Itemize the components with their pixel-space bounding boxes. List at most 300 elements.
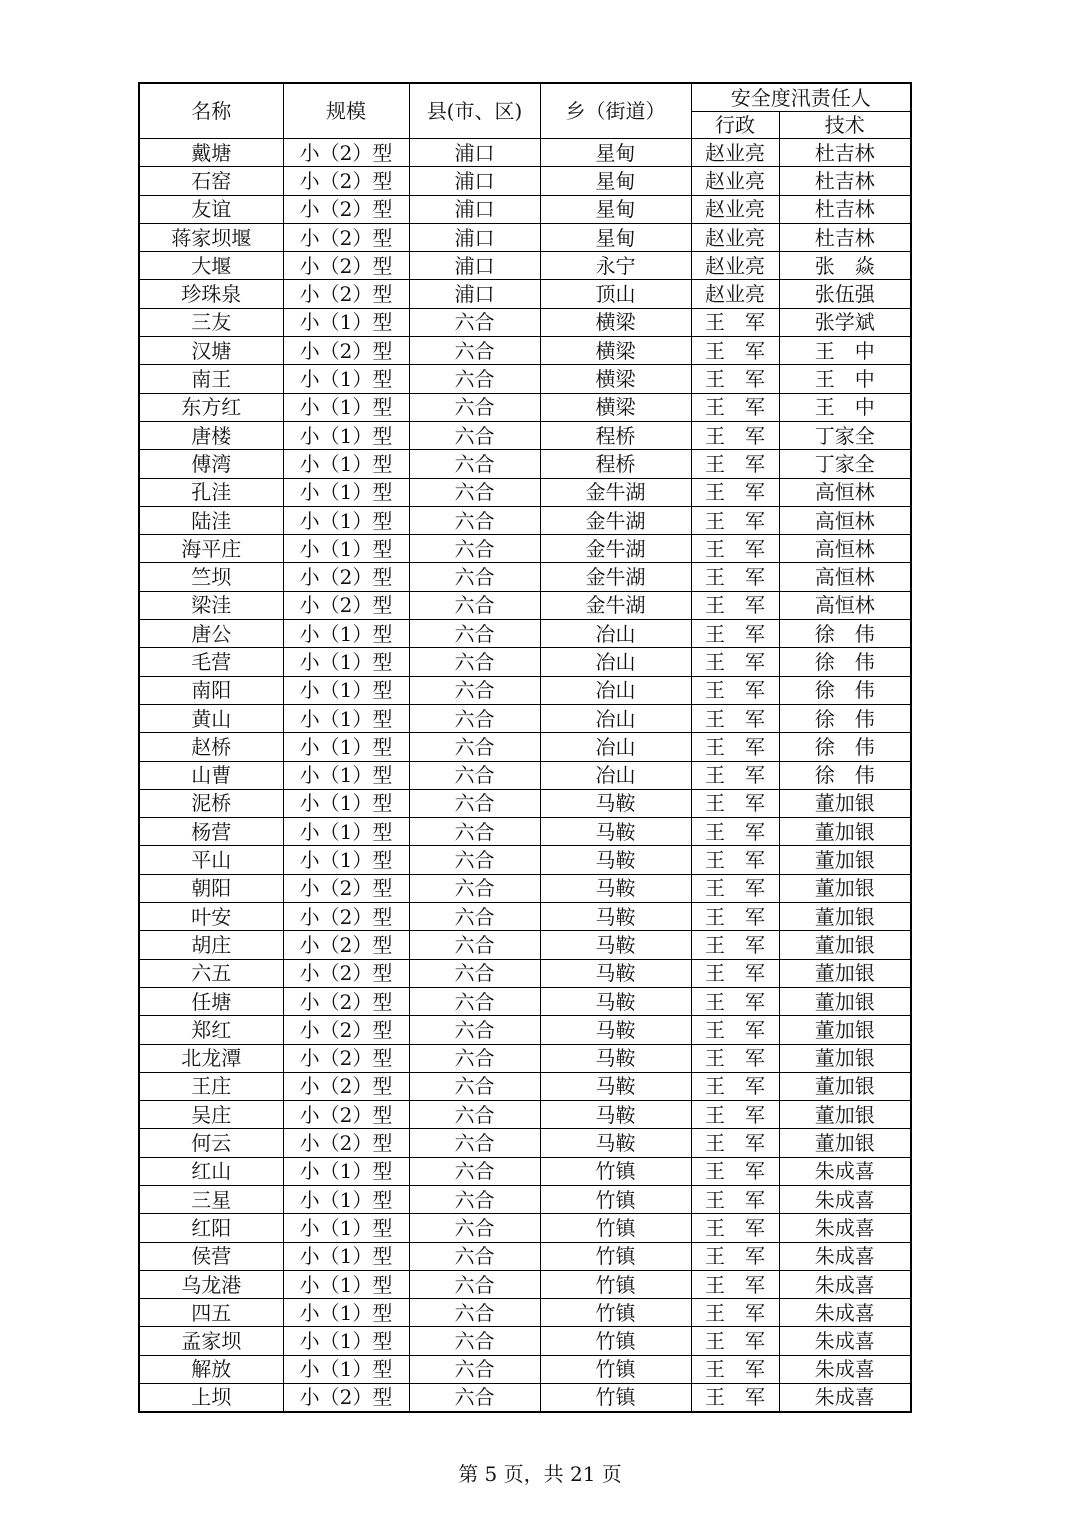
cell-scale: 小（1）型 bbox=[283, 365, 409, 393]
cell-tech: 徐 伟 bbox=[779, 676, 911, 704]
cell-scale: 小（1）型 bbox=[283, 1299, 409, 1327]
cell-township: 竹镇 bbox=[540, 1157, 691, 1185]
cell-name: 竺坝 bbox=[139, 563, 283, 591]
cell-township: 竹镇 bbox=[540, 1299, 691, 1327]
cell-tech: 朱成喜 bbox=[779, 1157, 911, 1185]
cell-county: 六合 bbox=[409, 478, 540, 506]
cell-tech: 朱成喜 bbox=[779, 1299, 911, 1327]
table-row bbox=[139, 1327, 911, 1355]
cell-county: 六合 bbox=[409, 733, 540, 761]
table-row bbox=[139, 761, 911, 789]
cell-name: 大堰 bbox=[139, 252, 283, 280]
cell-name: 吴庄 bbox=[139, 1101, 283, 1129]
table-row bbox=[139, 195, 911, 223]
cell-tech: 丁家全 bbox=[779, 421, 911, 449]
cell-name: 泥桥 bbox=[139, 789, 283, 817]
cell-tech: 董加银 bbox=[779, 1044, 911, 1072]
cell-county: 六合 bbox=[409, 337, 540, 365]
cell-admin: 赵业亮 bbox=[691, 223, 779, 251]
table-row bbox=[139, 789, 911, 817]
col-header-name: 名称 bbox=[139, 83, 283, 139]
cell-admin: 王 军 bbox=[691, 563, 779, 591]
cell-admin: 王 军 bbox=[691, 903, 779, 931]
cell-name: 海平庄 bbox=[139, 535, 283, 563]
cell-tech: 张学斌 bbox=[779, 308, 911, 336]
cell-tech: 董加银 bbox=[779, 846, 911, 874]
cell-admin: 王 军 bbox=[691, 1129, 779, 1157]
cell-admin: 王 军 bbox=[691, 704, 779, 732]
cell-admin: 王 军 bbox=[691, 959, 779, 987]
table-row bbox=[139, 1214, 911, 1242]
cell-tech: 高恒林 bbox=[779, 563, 911, 591]
cell-county: 六合 bbox=[409, 1129, 540, 1157]
cell-name: 任塘 bbox=[139, 987, 283, 1015]
cell-name: 陆洼 bbox=[139, 506, 283, 534]
cell-admin: 王 军 bbox=[691, 535, 779, 563]
cell-name: 南阳 bbox=[139, 676, 283, 704]
table-row bbox=[139, 1242, 911, 1270]
cell-township: 马鞍 bbox=[540, 931, 691, 959]
cell-admin: 王 军 bbox=[691, 1214, 779, 1242]
cell-scale: 小（2）型 bbox=[283, 987, 409, 1015]
cell-name: 叶安 bbox=[139, 903, 283, 931]
cell-scale: 小（1）型 bbox=[283, 421, 409, 449]
cell-county: 六合 bbox=[409, 959, 540, 987]
cell-scale: 小（2）型 bbox=[283, 280, 409, 308]
table-row bbox=[139, 676, 911, 704]
cell-admin: 王 军 bbox=[691, 308, 779, 336]
cell-name: 蒋家坝堰 bbox=[139, 223, 283, 251]
cell-admin: 王 军 bbox=[691, 1242, 779, 1270]
table-row bbox=[139, 563, 911, 591]
cell-township: 竹镇 bbox=[540, 1270, 691, 1298]
cell-admin: 王 军 bbox=[691, 1327, 779, 1355]
cell-scale: 小（1）型 bbox=[283, 450, 409, 478]
cell-admin: 王 军 bbox=[691, 1299, 779, 1327]
cell-township: 马鞍 bbox=[540, 818, 691, 846]
cell-name: 六五 bbox=[139, 959, 283, 987]
cell-township: 马鞍 bbox=[540, 903, 691, 931]
cell-admin: 王 军 bbox=[691, 1044, 779, 1072]
cell-name: 四五 bbox=[139, 1299, 283, 1327]
cell-tech: 朱成喜 bbox=[779, 1214, 911, 1242]
table-row bbox=[139, 478, 911, 506]
cell-tech: 徐 伟 bbox=[779, 733, 911, 761]
table-row bbox=[139, 733, 911, 761]
cell-scale: 小（2）型 bbox=[283, 139, 409, 167]
cell-admin: 王 军 bbox=[691, 676, 779, 704]
cell-name: 三友 bbox=[139, 308, 283, 336]
cell-township: 马鞍 bbox=[540, 846, 691, 874]
cell-admin: 王 军 bbox=[691, 1016, 779, 1044]
cell-scale: 小（1）型 bbox=[283, 535, 409, 563]
table-row bbox=[139, 393, 911, 421]
cell-name: 汉塘 bbox=[139, 337, 283, 365]
cell-admin: 王 军 bbox=[691, 987, 779, 1015]
cell-name: 郑红 bbox=[139, 1016, 283, 1044]
cell-county: 六合 bbox=[409, 1270, 540, 1298]
cell-county: 浦口 bbox=[409, 280, 540, 308]
cell-scale: 小（1）型 bbox=[283, 761, 409, 789]
cell-county: 六合 bbox=[409, 1384, 540, 1412]
cell-scale: 小（2）型 bbox=[283, 1072, 409, 1100]
cell-scale: 小（2）型 bbox=[283, 337, 409, 365]
cell-township: 竹镇 bbox=[540, 1327, 691, 1355]
cell-county: 六合 bbox=[409, 1299, 540, 1327]
cell-tech: 董加银 bbox=[779, 1072, 911, 1100]
cell-name: 乌龙港 bbox=[139, 1270, 283, 1298]
cell-township: 马鞍 bbox=[540, 1129, 691, 1157]
cell-tech: 董加银 bbox=[779, 987, 911, 1015]
cell-tech: 徐 伟 bbox=[779, 620, 911, 648]
cell-admin: 赵业亮 bbox=[691, 195, 779, 223]
cell-township: 程桥 bbox=[540, 450, 691, 478]
cell-scale: 小（1）型 bbox=[283, 1270, 409, 1298]
cell-tech: 董加银 bbox=[779, 818, 911, 846]
cell-admin: 王 军 bbox=[691, 1101, 779, 1129]
cell-county: 六合 bbox=[409, 704, 540, 732]
col-header-admin: 行政 bbox=[691, 112, 779, 139]
table-row bbox=[139, 280, 911, 308]
cell-tech: 朱成喜 bbox=[779, 1384, 911, 1412]
cell-name: 何云 bbox=[139, 1129, 283, 1157]
cell-township: 马鞍 bbox=[540, 987, 691, 1015]
cell-county: 浦口 bbox=[409, 167, 540, 195]
cell-name: 孟家坝 bbox=[139, 1327, 283, 1355]
cell-township: 马鞍 bbox=[540, 874, 691, 902]
cell-county: 六合 bbox=[409, 1355, 540, 1383]
table-row bbox=[139, 591, 911, 619]
cell-admin: 王 军 bbox=[691, 1355, 779, 1383]
cell-name: 北龙潭 bbox=[139, 1044, 283, 1072]
cell-scale: 小（1）型 bbox=[283, 789, 409, 817]
cell-admin: 王 军 bbox=[691, 506, 779, 534]
col-header-responsible: 安全度汛责任人 bbox=[691, 83, 911, 112]
col-header-tech: 技术 bbox=[779, 112, 911, 139]
cell-county: 六合 bbox=[409, 761, 540, 789]
cell-admin: 王 军 bbox=[691, 1185, 779, 1213]
table-row bbox=[139, 1384, 911, 1412]
table-row bbox=[139, 1072, 911, 1100]
cell-admin: 王 军 bbox=[691, 733, 779, 761]
cell-name: 珍珠泉 bbox=[139, 280, 283, 308]
cell-name: 上坝 bbox=[139, 1384, 283, 1412]
cell-township: 横梁 bbox=[540, 337, 691, 365]
cell-scale: 小（1）型 bbox=[283, 308, 409, 336]
cell-township: 冶山 bbox=[540, 676, 691, 704]
cell-scale: 小（2）型 bbox=[283, 195, 409, 223]
cell-name: 孔洼 bbox=[139, 478, 283, 506]
cell-tech: 董加银 bbox=[779, 874, 911, 902]
table-row bbox=[139, 648, 911, 676]
cell-scale: 小（1）型 bbox=[283, 620, 409, 648]
cell-name: 石窑 bbox=[139, 167, 283, 195]
cell-county: 六合 bbox=[409, 874, 540, 902]
cell-admin: 王 军 bbox=[691, 620, 779, 648]
cell-county: 六合 bbox=[409, 846, 540, 874]
cell-scale: 小（2）型 bbox=[283, 591, 409, 619]
cell-name: 赵桥 bbox=[139, 733, 283, 761]
cell-tech: 王 中 bbox=[779, 365, 911, 393]
cell-admin: 赵业亮 bbox=[691, 252, 779, 280]
cell-scale: 小（2）型 bbox=[283, 1101, 409, 1129]
cell-county: 六合 bbox=[409, 1214, 540, 1242]
cell-township: 程桥 bbox=[540, 421, 691, 449]
cell-township: 冶山 bbox=[540, 761, 691, 789]
table-row bbox=[139, 1129, 911, 1157]
cell-name: 朝阳 bbox=[139, 874, 283, 902]
table-row bbox=[139, 252, 911, 280]
cell-admin: 王 军 bbox=[691, 450, 779, 478]
cell-admin: 王 军 bbox=[691, 1157, 779, 1185]
cell-admin: 王 军 bbox=[691, 421, 779, 449]
table-row bbox=[139, 506, 911, 534]
table-row bbox=[139, 818, 911, 846]
table-row bbox=[139, 987, 911, 1015]
cell-county: 六合 bbox=[409, 421, 540, 449]
cell-admin: 王 军 bbox=[691, 591, 779, 619]
cell-scale: 小（2）型 bbox=[283, 1044, 409, 1072]
table-row bbox=[139, 139, 911, 167]
cell-admin: 王 军 bbox=[691, 818, 779, 846]
cell-name: 胡庄 bbox=[139, 931, 283, 959]
cell-county: 六合 bbox=[409, 563, 540, 591]
table-row bbox=[139, 931, 911, 959]
cell-scale: 小（1）型 bbox=[283, 704, 409, 732]
cell-admin: 王 军 bbox=[691, 478, 779, 506]
cell-tech: 高恒林 bbox=[779, 535, 911, 563]
cell-tech: 丁家全 bbox=[779, 450, 911, 478]
table-row bbox=[139, 1355, 911, 1383]
table-row bbox=[139, 903, 911, 931]
cell-admin: 王 军 bbox=[691, 931, 779, 959]
cell-tech: 董加银 bbox=[779, 1101, 911, 1129]
cell-tech: 朱成喜 bbox=[779, 1270, 911, 1298]
cell-tech: 董加银 bbox=[779, 1129, 911, 1157]
cell-tech: 董加银 bbox=[779, 789, 911, 817]
cell-township: 星甸 bbox=[540, 167, 691, 195]
cell-tech: 董加银 bbox=[779, 959, 911, 987]
cell-scale: 小（1）型 bbox=[283, 1355, 409, 1383]
cell-tech: 杜吉林 bbox=[779, 195, 911, 223]
cell-admin: 王 军 bbox=[691, 1072, 779, 1100]
cell-tech: 张 焱 bbox=[779, 252, 911, 280]
cell-tech: 朱成喜 bbox=[779, 1185, 911, 1213]
cell-name: 王庄 bbox=[139, 1072, 283, 1100]
cell-county: 六合 bbox=[409, 308, 540, 336]
cell-scale: 小（1）型 bbox=[283, 1242, 409, 1270]
cell-tech: 王 中 bbox=[779, 337, 911, 365]
cell-tech: 朱成喜 bbox=[779, 1355, 911, 1383]
table-row bbox=[139, 1270, 911, 1298]
cell-county: 六合 bbox=[409, 648, 540, 676]
cell-township: 金牛湖 bbox=[540, 535, 691, 563]
cell-name: 三星 bbox=[139, 1185, 283, 1213]
cell-county: 六合 bbox=[409, 676, 540, 704]
cell-tech: 王 中 bbox=[779, 393, 911, 421]
table-row bbox=[139, 959, 911, 987]
table-row bbox=[139, 337, 911, 365]
cell-county: 六合 bbox=[409, 365, 540, 393]
cell-tech: 董加银 bbox=[779, 931, 911, 959]
cell-township: 星甸 bbox=[540, 139, 691, 167]
cell-name: 山曹 bbox=[139, 761, 283, 789]
table-row bbox=[139, 450, 911, 478]
cell-county: 浦口 bbox=[409, 139, 540, 167]
cell-tech: 杜吉林 bbox=[779, 139, 911, 167]
cell-name: 友谊 bbox=[139, 195, 283, 223]
cell-township: 金牛湖 bbox=[540, 506, 691, 534]
cell-name: 梁洼 bbox=[139, 591, 283, 619]
cell-township: 横梁 bbox=[540, 393, 691, 421]
cell-scale: 小（1）型 bbox=[283, 648, 409, 676]
table-row bbox=[139, 874, 911, 902]
reservoir-table bbox=[138, 82, 912, 1413]
cell-tech: 高恒林 bbox=[779, 478, 911, 506]
cell-tech: 高恒林 bbox=[779, 591, 911, 619]
cell-county: 六合 bbox=[409, 903, 540, 931]
table-row bbox=[139, 1016, 911, 1044]
cell-township: 星甸 bbox=[540, 223, 691, 251]
cell-tech: 徐 伟 bbox=[779, 648, 911, 676]
cell-township: 金牛湖 bbox=[540, 478, 691, 506]
table-row bbox=[139, 620, 911, 648]
cell-county: 六合 bbox=[409, 1016, 540, 1044]
cell-name: 东方红 bbox=[139, 393, 283, 421]
cell-county: 六合 bbox=[409, 1327, 540, 1355]
cell-name: 杨营 bbox=[139, 818, 283, 846]
cell-county: 六合 bbox=[409, 506, 540, 534]
cell-county: 六合 bbox=[409, 1157, 540, 1185]
cell-name: 南王 bbox=[139, 365, 283, 393]
table-row bbox=[139, 365, 911, 393]
cell-township: 冶山 bbox=[540, 620, 691, 648]
cell-county: 六合 bbox=[409, 1044, 540, 1072]
cell-tech: 杜吉林 bbox=[779, 167, 911, 195]
cell-county: 六合 bbox=[409, 535, 540, 563]
cell-scale: 小（2）型 bbox=[283, 252, 409, 280]
cell-tech: 徐 伟 bbox=[779, 704, 911, 732]
cell-township: 横梁 bbox=[540, 308, 691, 336]
cell-township: 竹镇 bbox=[540, 1384, 691, 1412]
cell-admin: 赵业亮 bbox=[691, 167, 779, 195]
cell-township: 冶山 bbox=[540, 704, 691, 732]
cell-township: 冶山 bbox=[540, 648, 691, 676]
cell-admin: 王 军 bbox=[691, 789, 779, 817]
cell-admin: 赵业亮 bbox=[691, 280, 779, 308]
cell-county: 六合 bbox=[409, 931, 540, 959]
cell-scale: 小（1）型 bbox=[283, 733, 409, 761]
cell-county: 浦口 bbox=[409, 223, 540, 251]
col-header-scale: 规模 bbox=[283, 83, 409, 139]
cell-name: 戴塘 bbox=[139, 139, 283, 167]
cell-scale: 小（2）型 bbox=[283, 223, 409, 251]
cell-township: 横梁 bbox=[540, 365, 691, 393]
cell-scale: 小（2）型 bbox=[283, 1016, 409, 1044]
cell-name: 平山 bbox=[139, 846, 283, 874]
cell-name: 侯营 bbox=[139, 1242, 283, 1270]
cell-township: 顶山 bbox=[540, 280, 691, 308]
cell-township: 竹镇 bbox=[540, 1242, 691, 1270]
cell-township: 金牛湖 bbox=[540, 591, 691, 619]
cell-county: 六合 bbox=[409, 987, 540, 1015]
page-footer: 第 5 页，共 21 页 bbox=[458, 1462, 622, 1486]
col-header-township: 乡（街道） bbox=[540, 83, 691, 139]
table-row bbox=[139, 1044, 911, 1072]
table-row bbox=[139, 223, 911, 251]
cell-township: 竹镇 bbox=[540, 1214, 691, 1242]
col-header-county: 县(市、区) bbox=[409, 83, 540, 139]
table-row bbox=[139, 167, 911, 195]
cell-admin: 王 军 bbox=[691, 846, 779, 874]
table-row bbox=[139, 421, 911, 449]
cell-name: 黄山 bbox=[139, 704, 283, 732]
cell-township: 永宁 bbox=[540, 252, 691, 280]
table-row bbox=[139, 1101, 911, 1129]
table-row bbox=[139, 1299, 911, 1327]
cell-scale: 小（2）型 bbox=[283, 903, 409, 931]
cell-scale: 小（1）型 bbox=[283, 393, 409, 421]
cell-tech: 徐 伟 bbox=[779, 761, 911, 789]
cell-township: 金牛湖 bbox=[540, 563, 691, 591]
cell-scale: 小（2）型 bbox=[283, 563, 409, 591]
cell-scale: 小（1）型 bbox=[283, 846, 409, 874]
cell-township: 马鞍 bbox=[540, 1044, 691, 1072]
cell-scale: 小（1）型 bbox=[283, 1185, 409, 1213]
cell-scale: 小（1）型 bbox=[283, 1214, 409, 1242]
cell-scale: 小（1）型 bbox=[283, 506, 409, 534]
cell-admin: 王 军 bbox=[691, 874, 779, 902]
table-row bbox=[139, 308, 911, 336]
cell-admin: 王 军 bbox=[691, 393, 779, 421]
table-row bbox=[139, 1157, 911, 1185]
cell-township: 竹镇 bbox=[540, 1185, 691, 1213]
cell-scale: 小（1）型 bbox=[283, 676, 409, 704]
cell-tech: 朱成喜 bbox=[779, 1327, 911, 1355]
cell-scale: 小（1）型 bbox=[283, 1327, 409, 1355]
cell-scale: 小（2）型 bbox=[283, 959, 409, 987]
cell-scale: 小（1）型 bbox=[283, 478, 409, 506]
cell-admin: 王 军 bbox=[691, 365, 779, 393]
cell-township: 马鞍 bbox=[540, 789, 691, 817]
cell-tech: 杜吉林 bbox=[779, 223, 911, 251]
table-row bbox=[139, 535, 911, 563]
table-body bbox=[139, 139, 911, 1412]
cell-name: 唐楼 bbox=[139, 421, 283, 449]
cell-name: 解放 bbox=[139, 1355, 283, 1383]
cell-county: 六合 bbox=[409, 1072, 540, 1100]
cell-scale: 小（2）型 bbox=[283, 874, 409, 902]
cell-township: 马鞍 bbox=[540, 1072, 691, 1100]
cell-scale: 小（1）型 bbox=[283, 818, 409, 846]
cell-scale: 小（2）型 bbox=[283, 1129, 409, 1157]
cell-township: 竹镇 bbox=[540, 1355, 691, 1383]
cell-tech: 朱成喜 bbox=[779, 1242, 911, 1270]
cell-township: 马鞍 bbox=[540, 959, 691, 987]
cell-tech: 董加银 bbox=[779, 903, 911, 931]
cell-tech: 高恒林 bbox=[779, 506, 911, 534]
cell-county: 六合 bbox=[409, 1242, 540, 1270]
cell-scale: 小（2）型 bbox=[283, 1384, 409, 1412]
cell-county: 浦口 bbox=[409, 252, 540, 280]
cell-township: 星甸 bbox=[540, 195, 691, 223]
cell-county: 六合 bbox=[409, 393, 540, 421]
cell-scale: 小（2）型 bbox=[283, 931, 409, 959]
cell-name: 红阳 bbox=[139, 1214, 283, 1242]
cell-admin: 王 军 bbox=[691, 1384, 779, 1412]
cell-county: 六合 bbox=[409, 789, 540, 817]
table-row bbox=[139, 846, 911, 874]
